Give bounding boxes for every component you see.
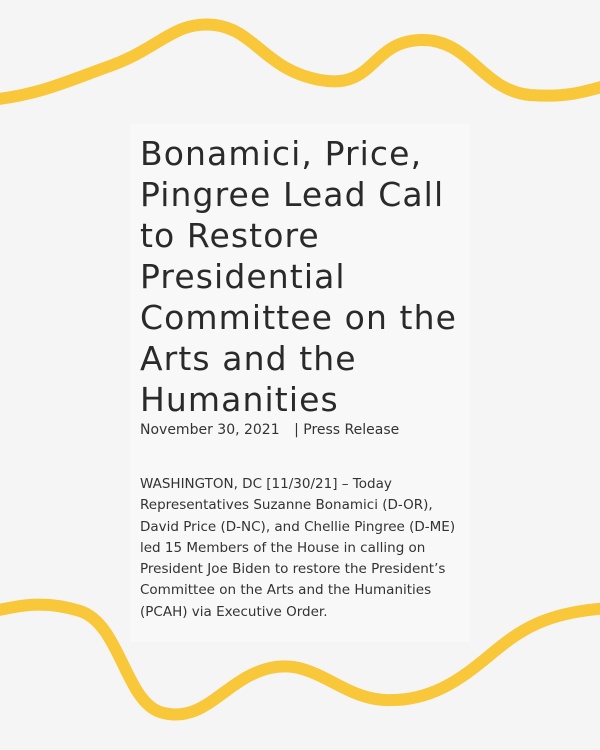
article-meta: [140, 420, 399, 440]
article-body: WASHINGTON, DC [11/30/21] – Today Representatives Suzanne Bonamici (D-OR), David Price (D-NC), and Chellie Pingree (D-ME) led 15 Members of the House in calling on President Joe Biden to restore the President’s Committee on the Arts and the Humanities (PCAH) via Executive Order.: [140, 476, 456, 620]
top-wave: [0, 24, 600, 100]
article-title: Bonamici, Price, Pingree Lead Call to Restore Presidential Committee on the Arts and the Humanities: [140, 134, 458, 419]
meta-separator: |: [294, 422, 299, 438]
article-date: November 30, 2021: [140, 422, 280, 438]
article-category: Press Release: [303, 422, 400, 438]
